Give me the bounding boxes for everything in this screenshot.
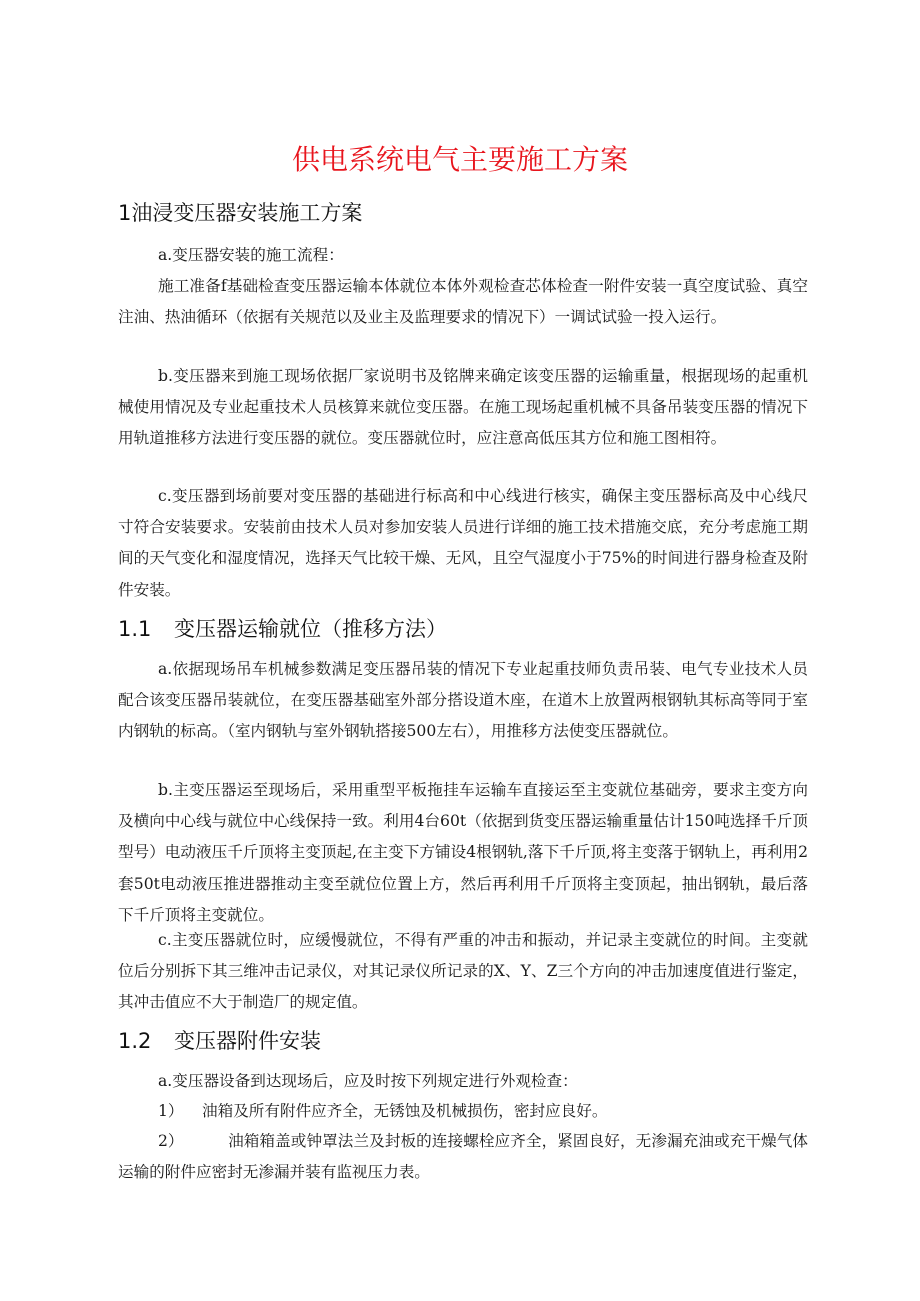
list-item	[118, 1126, 808, 1188]
section-1-2-intro: a.变压器设备到达现场后，应及时按下列规定进行外观检查：	[158, 1072, 578, 1090]
section-1-1-paragraph-c: c.主变压器就位时，应缓慢就位，不得有严重的冲击和振动，并记录主变就位的时间。主变就位后分别拆下其三维冲击记录仪，对其记录仪所记录的X、Y、Z三个方向的冲击加速度值进行鉴定，其冲击值应不大于制造厂的规定值。	[118, 931, 808, 1012]
document-title: 供电系统电气主要施工方案	[291, 143, 628, 176]
section-1-2-title: 变压器附件安装	[174, 1029, 321, 1053]
section-1-1-paragraph-b: b.主变压器运至现场后，采用重型平板拖挂车运输车直接运至主变就位基础旁，要求主变方向及横向中心线与就位中心线保持一致。利用4台60t（依据到货变压器运输重量估计150吨选择千斤顶型号）电动液压千斤顶将主变顶起,在主变下方铺设4根钢轨,落下千斤顶,将主变落于钢轨上，再利用2套50t电动液压推进器推动主变至就位位置上方，然后再利用千斤顶将主变顶起，抽出钢轨，最后落下千斤顶将主变就位。	[118, 781, 808, 924]
list-item	[118, 1096, 808, 1127]
section-1-paragraph-a-label: a.变压器安装的施工流程：	[158, 246, 344, 264]
list-item-text: 油箱及所有附件应齐全，无锈蚀及机械损伤，密封应良好。	[202, 1102, 608, 1120]
section-1-1-number: 1.1	[118, 617, 152, 641]
section-1-2-number: 1.2	[118, 1029, 152, 1053]
section-1-paragraph-flow: 施工准备f基础检查变压器运输本体就位本体外观检查芯体检查一附件安装一真空度试验、真空注油、热油循环（依据有关规范以及业主及监理要求的情况下）一调试试验一投入运行。	[118, 277, 808, 327]
section-1-heading: 1油浸变压器安装施工方案	[118, 201, 363, 225]
section-1-2-heading	[118, 1026, 321, 1056]
section-1-paragraph-b: b.变压器来到施工现场依据厂家说明书及铭牌来确定该变压器的运输重量，根据现场的起重机械使用情况及专业起重技术人员核算来就位变压器。在施工现场起重机械不具备吊装变压器的情况下用轨道推移方法进行变压器的就位。变压器就位时，应注意高低压其方位和施工图相符。	[118, 367, 808, 448]
list-item-marker: 1）	[158, 1102, 184, 1120]
list-item-text: 油箱箱盖或钟罩法兰及封板的连接螺栓应齐全，紧固良好，无渗漏充油或充干燥气体运输的附件应密封无渗漏并装有监视压力表。	[118, 1132, 808, 1182]
section-1-1-heading	[118, 614, 447, 644]
list-item-marker: 2）	[158, 1132, 184, 1150]
section-1-1-paragraph-a: a.依据现场吊车机械参数满足变压器吊装的情况下专业起重技师负责吊装、电气专业技术人员配合该变压器吊装就位，在变压器基础室外部分搭设道木座，在道木上放置两根钢轨其标高等同于室内钢轨的标高。（室内钢轨与室外钢轨搭接500左右），用推移方法使变压器就位。	[118, 660, 808, 741]
section-1-1-title: 变压器运输就位（推移方法）	[174, 617, 447, 641]
section-1-paragraph-c: c.变压器到场前要对变压器的基础进行标高和中心线进行核实，确保主变压器标高及中心线尺寸符合安装要求。安装前由技术人员对参加安装人员进行详细的施工技术措施交底，充分考虑施工期间的天气变化和湿度情况，选择天气比较干燥、无风，且空气湿度小于75%的时间进行器身检查及附件安装。	[118, 487, 808, 599]
